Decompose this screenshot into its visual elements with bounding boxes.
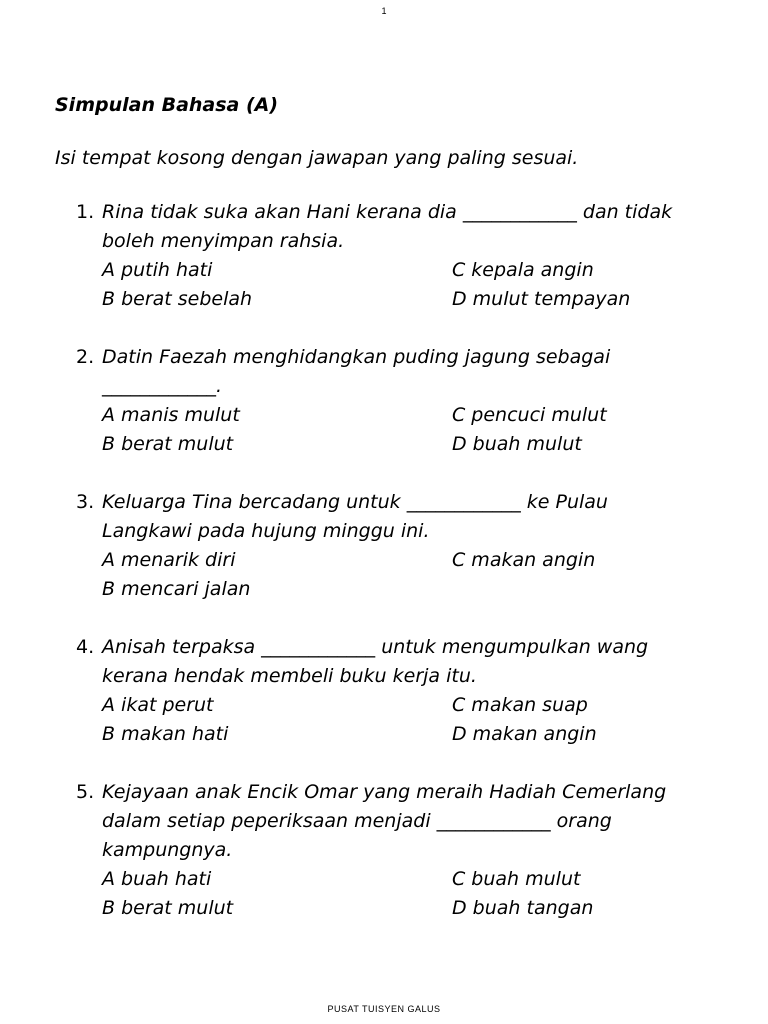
option-b: B berat mulut [102, 897, 234, 919]
option-d: D mulut tempayan [452, 288, 631, 310]
question-list [0, 198, 768, 952]
answer-options [102, 256, 662, 314]
option-b: B mencari jalan [102, 578, 251, 600]
option-d: D buah mulut [452, 433, 582, 455]
answer-options [102, 401, 662, 459]
question-2 [0, 343, 768, 459]
option-c: C makan suap [452, 694, 588, 716]
option-a: A ikat perut [102, 694, 214, 716]
question-3 [0, 488, 768, 604]
footer-text: PUSAT TUISYEN GALUS [327, 1004, 441, 1014]
question-number: 5. [76, 781, 95, 803]
answer-options [102, 691, 662, 749]
option-b: B berat mulut [102, 433, 234, 455]
option-a: A putih hati [102, 259, 213, 281]
question-text: Kejayaan anak Encik Omar yang meraih Hadiah Cemerlang dalam setiap peperiksaan menjadi ____________ orang kampungnya. [102, 781, 667, 861]
question-5 [0, 778, 768, 923]
question-4 [0, 633, 768, 749]
option-a: A manis mulut [102, 404, 240, 426]
option-c: C kepala angin [452, 259, 594, 281]
question-number: 2. [76, 346, 95, 368]
question-1 [0, 198, 768, 314]
question-number: 1. [76, 201, 95, 223]
option-a: A buah hati [102, 868, 212, 890]
option-d: D makan angin [452, 723, 597, 745]
question-number: 3. [76, 491, 95, 513]
option-d: D buah tangan [452, 897, 594, 919]
option-c: C buah mulut [452, 868, 581, 890]
option-c: C makan angin [452, 549, 596, 571]
page-number: 1 [381, 6, 387, 16]
question-text: Anisah terpaksa ____________ untuk mengumpulkan wang kerana hendak membeli buku kerja itu. [102, 636, 649, 687]
answer-options [102, 546, 662, 604]
question-text: Datin Faezah menghidangkan puding jagung sebagai ____________. [102, 346, 611, 397]
question-text: Keluarga Tina bercadang untuk ____________ ke Pulau Langkawi pada hujung minggu ini. [102, 491, 608, 542]
option-c: C pencuci mulut [452, 404, 607, 426]
instruction-text: Isi tempat kosong dengan jawapan yang paling sesuai. [55, 147, 579, 169]
worksheet-title: Simpulan Bahasa (A) [55, 94, 279, 116]
answer-options [102, 865, 662, 923]
question-text: Rina tidak suka akan Hani kerana dia ____________ dan tidak boleh menyimpan rahsia. [102, 201, 673, 252]
option-d [452, 575, 662, 604]
option-b: B makan hati [102, 723, 229, 745]
option-b: B berat sebelah [102, 288, 253, 310]
option-a: A menarik diri [102, 549, 236, 571]
question-number: 4. [76, 636, 95, 658]
